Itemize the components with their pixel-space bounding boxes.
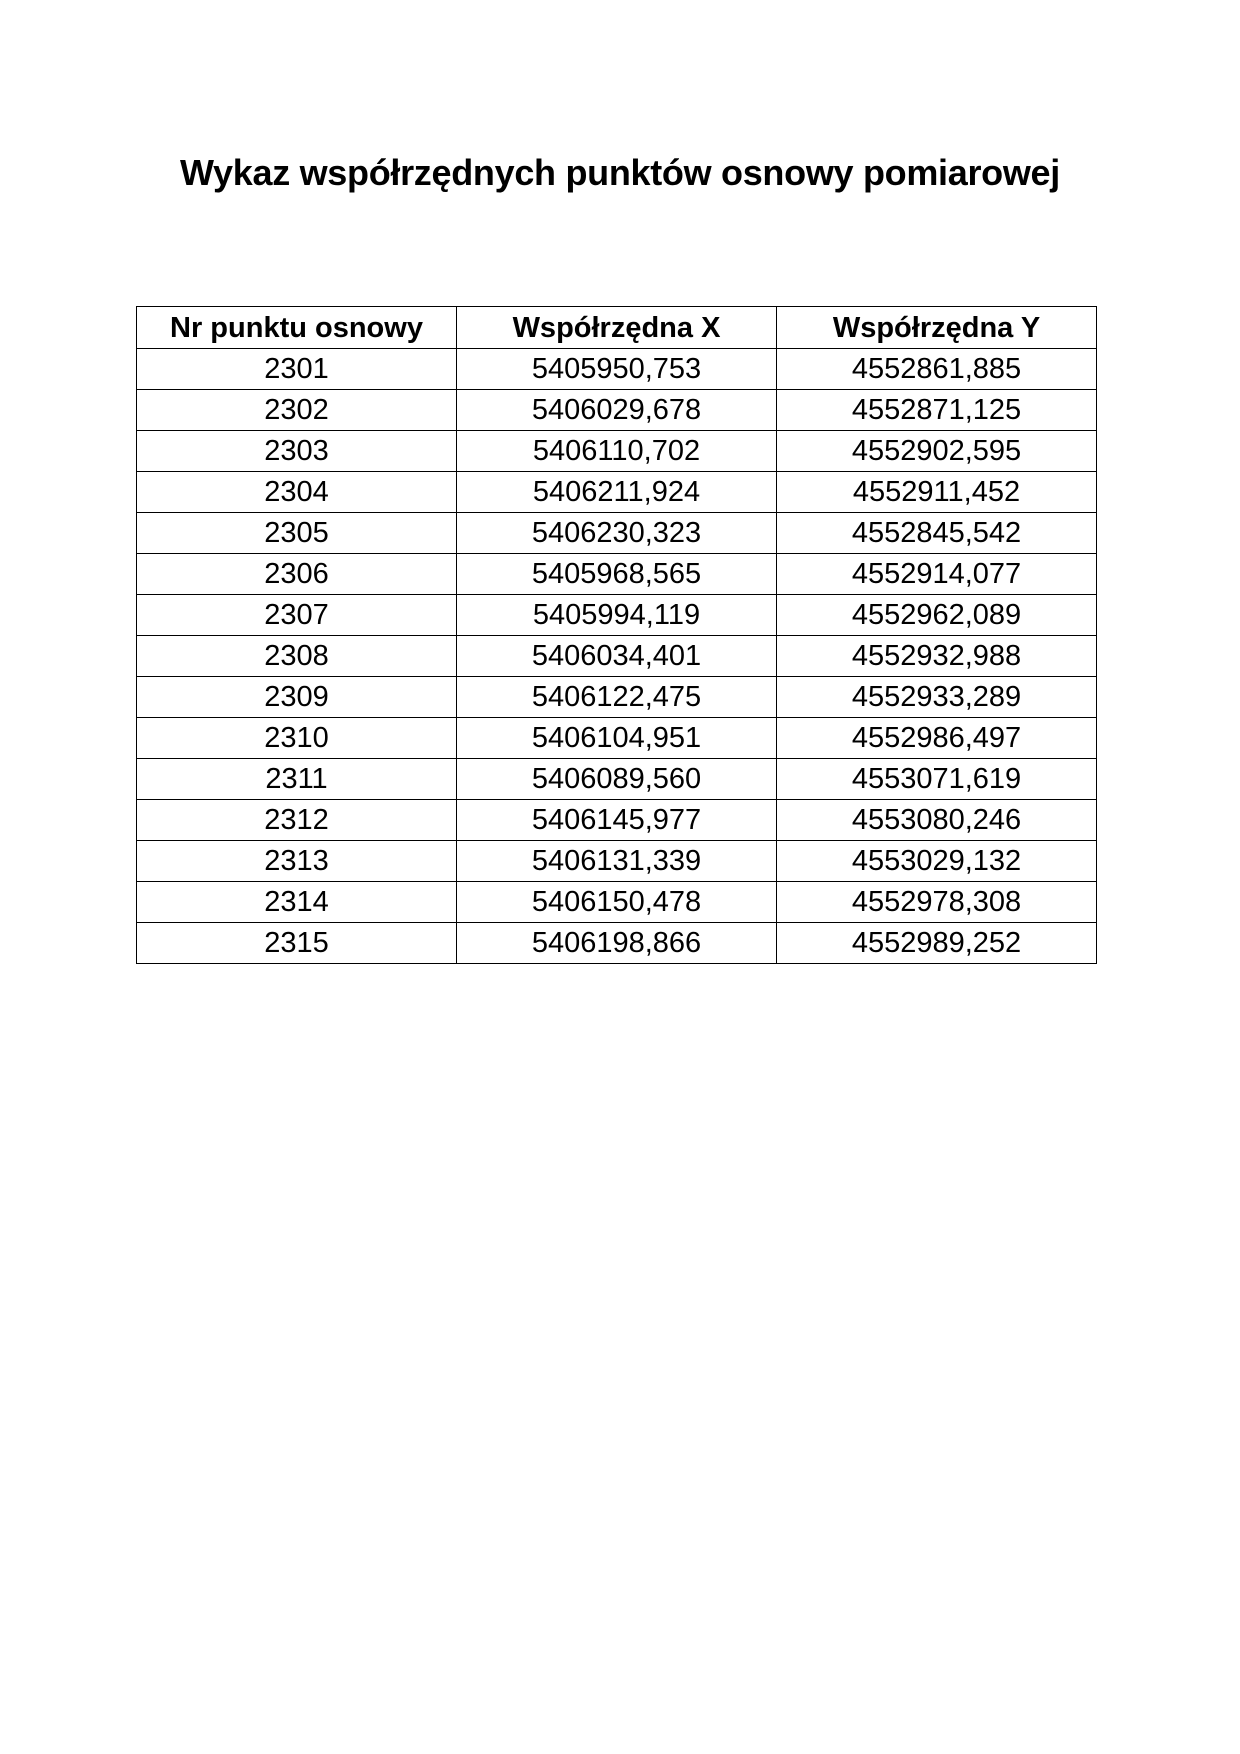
- table-row: [137, 718, 1097, 759]
- table-body: [137, 349, 1097, 964]
- cell-point-number: 2313: [137, 841, 457, 882]
- cell-point-number: 2308: [137, 636, 457, 677]
- cell-coordinate-x: 5406034,401: [457, 636, 777, 677]
- header-coordinate-x: Współrzędna X: [457, 307, 777, 349]
- table-row: [137, 431, 1097, 472]
- table-row: [137, 882, 1097, 923]
- coordinates-table: [136, 306, 1097, 964]
- cell-point-number: 2312: [137, 800, 457, 841]
- cell-point-number: 2307: [137, 595, 457, 636]
- cell-coordinate-y: 4553029,132: [777, 841, 1097, 882]
- cell-coordinate-y: 4552933,289: [777, 677, 1097, 718]
- cell-coordinate-x: 5405968,565: [457, 554, 777, 595]
- cell-coordinate-y: 4552989,252: [777, 923, 1097, 964]
- cell-coordinate-x: 5405994,119: [457, 595, 777, 636]
- table-row: [137, 472, 1097, 513]
- cell-coordinate-y: 4552871,125: [777, 390, 1097, 431]
- cell-point-number: 2311: [137, 759, 457, 800]
- cell-coordinate-x: 5406150,478: [457, 882, 777, 923]
- cell-coordinate-x: 5406029,678: [457, 390, 777, 431]
- cell-coordinate-y: 4552986,497: [777, 718, 1097, 759]
- table-row: [137, 841, 1097, 882]
- cell-coordinate-x: 5406211,924: [457, 472, 777, 513]
- table-header-row: [137, 307, 1097, 349]
- table-row: [137, 636, 1097, 677]
- cell-coordinate-x: 5406110,702: [457, 431, 777, 472]
- table-row: [137, 677, 1097, 718]
- header-coordinate-y: Współrzędna Y: [777, 307, 1097, 349]
- cell-point-number: 2302: [137, 390, 457, 431]
- cell-coordinate-y: 4552932,988: [777, 636, 1097, 677]
- page-title: Wykaz współrzędnych punktów osnowy pomiarowej: [180, 152, 1060, 193]
- table-row: [137, 595, 1097, 636]
- cell-coordinate-y: 4552861,885: [777, 349, 1097, 390]
- cell-coordinate-x: 5406131,339: [457, 841, 777, 882]
- cell-point-number: 2304: [137, 472, 457, 513]
- cell-coordinate-y: 4552845,542: [777, 513, 1097, 554]
- cell-coordinate-x: 5406145,977: [457, 800, 777, 841]
- cell-coordinate-x: 5406230,323: [457, 513, 777, 554]
- cell-coordinate-x: 5406104,951: [457, 718, 777, 759]
- table-row: [137, 349, 1097, 390]
- cell-point-number: 2301: [137, 349, 457, 390]
- table-row: [137, 923, 1097, 964]
- cell-coordinate-x: 5406089,560: [457, 759, 777, 800]
- cell-coordinate-y: 4552914,077: [777, 554, 1097, 595]
- table-row: [137, 554, 1097, 595]
- cell-point-number: 2303: [137, 431, 457, 472]
- cell-coordinate-y: 4553080,246: [777, 800, 1097, 841]
- cell-coordinate-x: 5406198,866: [457, 923, 777, 964]
- cell-coordinate-y: 4552902,595: [777, 431, 1097, 472]
- cell-coordinate-y: 4552962,089: [777, 595, 1097, 636]
- cell-point-number: 2306: [137, 554, 457, 595]
- cell-coordinate-y: 4552911,452: [777, 472, 1097, 513]
- cell-point-number: 2305: [137, 513, 457, 554]
- cell-coordinate-y: 4552978,308: [777, 882, 1097, 923]
- header-point-number: Nr punktu osnowy: [137, 307, 457, 349]
- cell-coordinate-x: 5406122,475: [457, 677, 777, 718]
- cell-coordinate-y: 4553071,619: [777, 759, 1097, 800]
- cell-coordinate-x: 5405950,753: [457, 349, 777, 390]
- table-row: [137, 759, 1097, 800]
- cell-point-number: 2314: [137, 882, 457, 923]
- cell-point-number: 2315: [137, 923, 457, 964]
- cell-point-number: 2310: [137, 718, 457, 759]
- table-row: [137, 513, 1097, 554]
- table-row: [137, 800, 1097, 841]
- table-row: [137, 390, 1097, 431]
- cell-point-number: 2309: [137, 677, 457, 718]
